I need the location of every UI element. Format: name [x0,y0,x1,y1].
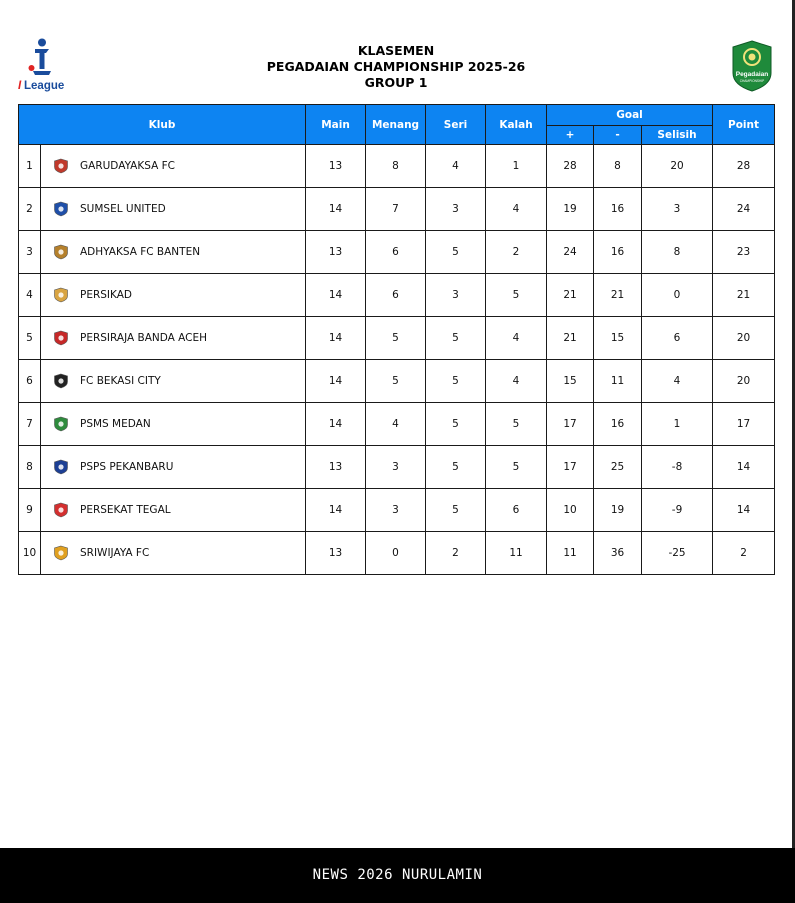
gf-cell: 24 [547,231,594,274]
selisih-cell: 4 [642,360,713,403]
kalah-cell: 4 [486,317,547,360]
point-cell: 14 [713,489,775,532]
menang-cell: 3 [366,489,426,532]
ga-cell: 16 [594,231,642,274]
gf-cell: 11 [547,532,594,575]
club-cell [41,188,306,231]
ga-cell: 19 [594,489,642,532]
club-name: PSPS PEKANBARU [80,461,174,473]
seri-cell: 5 [426,360,486,403]
title-line-klasemen: KLASEMEN [357,43,435,58]
menang-cell: 7 [366,188,426,231]
gf-cell: 19 [547,188,594,231]
club-cell [41,360,306,403]
standings-table [18,104,775,575]
kalah-cell: 5 [486,274,547,317]
ga-cell: 11 [594,360,642,403]
point-cell: 17 [713,403,775,446]
adhyaksa-crest-icon [53,244,69,260]
standings-body [19,145,775,575]
table-row [19,145,775,188]
selisih-cell: 1 [642,403,713,446]
club-name: SRIWIJAYA FC [80,547,150,559]
main-cell: 14 [306,317,366,360]
club-cell [41,231,306,274]
menang-cell: 5 [366,360,426,403]
psps-crest-icon [53,459,69,475]
rank-cell: 8 [19,446,41,489]
svg-text:Pegadaian: Pegadaian [735,71,769,78]
column-header-kalah: Kalah [486,105,547,145]
gf-cell: 15 [547,360,594,403]
title-line-group: GROUP 1 [364,75,428,90]
seri-cell: 4 [426,145,486,188]
rank-cell: 9 [19,489,41,532]
gf-cell: 21 [547,274,594,317]
point-cell: 2 [713,532,775,575]
selisih-cell: 0 [642,274,713,317]
gf-cell: 17 [547,446,594,489]
kalah-cell: 1 [486,145,547,188]
point-cell: 24 [713,188,775,231]
ga-cell: 21 [594,274,642,317]
rank-cell: 1 [19,145,41,188]
bekasi-city-crest-icon [53,373,69,389]
standings-title [196,43,596,91]
column-header-selisih: Selisih [642,126,713,145]
svg-text:CHAMPIONSHIP: CHAMPIONSHIP [739,79,765,83]
ga-cell: 36 [594,532,642,575]
club-cell [41,489,306,532]
ga-cell: 8 [594,145,642,188]
club-cell [41,532,306,575]
rank-cell: 6 [19,360,41,403]
rank-cell: 3 [19,231,41,274]
main-cell: 13 [306,145,366,188]
psms-crest-icon [53,416,69,432]
main-cell: 14 [306,274,366,317]
footer-text: NEWS 2026 NURULAMIN [312,867,483,883]
persekat-crest-icon [53,502,69,518]
kalah-cell: 11 [486,532,547,575]
menang-cell: 5 [366,317,426,360]
main-cell: 13 [306,231,366,274]
seri-cell: 2 [426,532,486,575]
club-cell [41,145,306,188]
seri-cell: 5 [426,403,486,446]
club-cell [41,274,306,317]
menang-cell: 6 [366,274,426,317]
seri-cell: 5 [426,317,486,360]
point-cell: 20 [713,360,775,403]
table-row [19,446,775,489]
point-cell: 21 [713,274,775,317]
seri-cell: 5 [426,489,486,532]
point-cell: 23 [713,231,775,274]
table-row [19,231,775,274]
table-row [19,532,775,575]
sriwijaya-crest-icon [53,545,69,561]
rank-cell: 5 [19,317,41,360]
seri-cell: 5 [426,446,486,489]
svg-text:League: League [24,80,65,92]
club-name: PERSEKAT TEGAL [80,504,171,516]
main-cell: 14 [306,489,366,532]
column-header-point: Point [713,105,775,145]
column-header-klub: Klub [19,105,306,145]
selisih-cell: -8 [642,446,713,489]
table-row [19,360,775,403]
persiraja-crest-icon [53,330,69,346]
seri-cell: 5 [426,231,486,274]
gf-cell: 17 [547,403,594,446]
club-name: SUMSEL UNITED [80,203,166,215]
table-row [19,188,775,231]
kalah-cell: 5 [486,403,547,446]
ga-cell: 25 [594,446,642,489]
footer-banner [0,848,795,903]
table-row [19,274,775,317]
svg-text:I: I [18,80,22,92]
ileague-logo [18,38,66,94]
garudayaksa-crest-icon [53,158,69,174]
ga-cell: 15 [594,317,642,360]
persikad-crest-icon [53,287,69,303]
kalah-cell: 4 [486,188,547,231]
kalah-cell: 6 [486,489,547,532]
menang-cell: 3 [366,446,426,489]
club-cell [41,317,306,360]
kalah-cell: 2 [486,231,547,274]
club-cell [41,403,306,446]
page-header [0,0,792,104]
kalah-cell: 4 [486,360,547,403]
main-cell: 13 [306,446,366,489]
menang-cell: 4 [366,403,426,446]
seri-cell: 3 [426,274,486,317]
point-cell: 14 [713,446,775,489]
column-header-main: Main [306,105,366,145]
selisih-cell: -9 [642,489,713,532]
menang-cell: 6 [366,231,426,274]
gf-cell: 10 [547,489,594,532]
club-name: PSMS MEDAN [80,418,151,430]
table-row [19,317,775,360]
point-cell: 28 [713,145,775,188]
sumsel-united-crest-icon [53,201,69,217]
rank-cell: 2 [19,188,41,231]
menang-cell: 0 [366,532,426,575]
club-cell [41,446,306,489]
selisih-cell: 20 [642,145,713,188]
selisih-cell: 6 [642,317,713,360]
menang-cell: 8 [366,145,426,188]
ga-cell: 16 [594,188,642,231]
rank-cell: 10 [19,532,41,575]
column-header-seri: Seri [426,105,486,145]
club-name: GARUDAYAKSA FC [80,160,175,172]
gf-cell: 21 [547,317,594,360]
club-name: FC BEKASI CITY [80,375,161,387]
table-row [19,489,775,532]
pegadaian-championship-logo [731,40,773,92]
point-cell: 20 [713,317,775,360]
selisih-cell: 8 [642,231,713,274]
column-header-goal: Goal [547,105,713,126]
selisih-cell: 3 [642,188,713,231]
club-name: ADHYAKSA FC BANTEN [80,246,201,258]
column-header-goal-for: + [547,126,594,145]
club-name: PERSIKAD [80,289,132,301]
main-cell: 14 [306,403,366,446]
ga-cell: 16 [594,403,642,446]
selisih-cell: -25 [642,532,713,575]
column-header-menang: Menang [366,105,426,145]
title-line-competition: PEGADAIAN CHAMPIONSHIP 2025-26 [266,59,526,74]
main-cell: 14 [306,188,366,231]
rank-cell: 4 [19,274,41,317]
column-header-goal-against: - [594,126,642,145]
table-row [19,403,775,446]
seri-cell: 3 [426,188,486,231]
gf-cell: 28 [547,145,594,188]
kalah-cell: 5 [486,446,547,489]
main-cell: 13 [306,532,366,575]
club-name: PERSIRAJA BANDA ACEH [80,332,208,344]
main-cell: 14 [306,360,366,403]
rank-cell: 7 [19,403,41,446]
